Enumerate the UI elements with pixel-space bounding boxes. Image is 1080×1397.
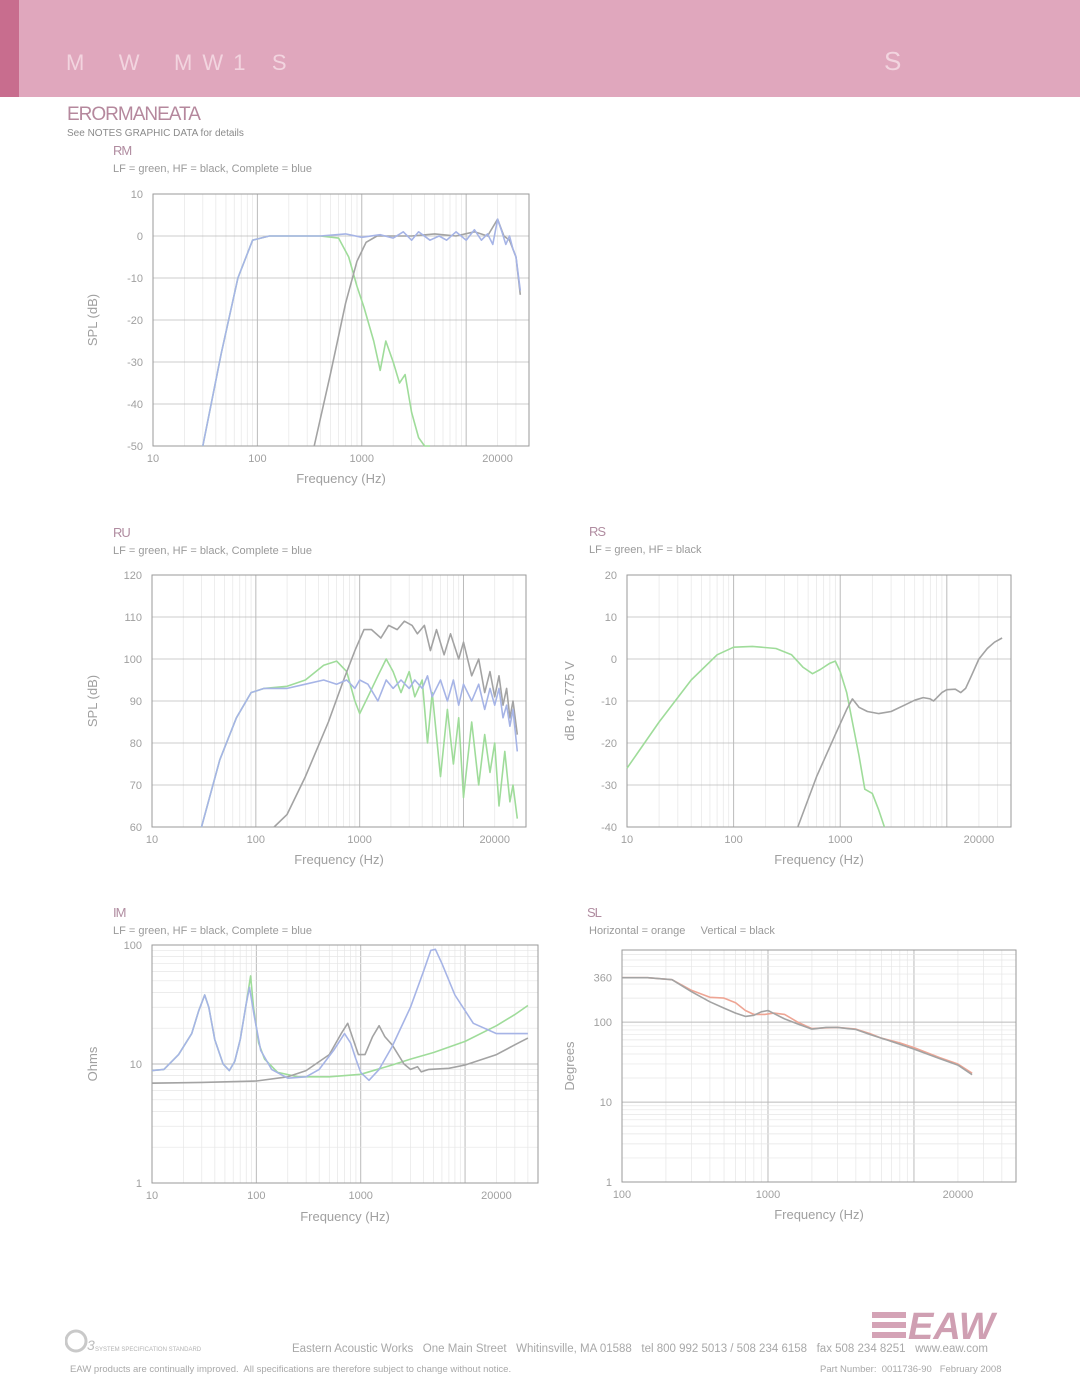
footer-part-number: Part Number: 0011736-90 February 2008 (820, 1364, 1002, 1375)
chart-3-y-tick-label: 10 (604, 612, 617, 624)
chart-4-y-tick-label: 10 (129, 1059, 142, 1071)
chart-1-y-tick-label: -10 (127, 273, 143, 285)
chart-1-x-tick-label: 20000 (482, 453, 513, 465)
s3-logo-text: SYSTEM SPECIFICATION STANDARD (95, 1347, 202, 1353)
s3-logo (65, 1328, 215, 1358)
chart-3-y-tick-label: -40 (601, 822, 617, 834)
chart-1-label: RM (113, 143, 132, 158)
chart-4-x-axis-title: Frequency (Hz) (300, 1209, 390, 1224)
chart-1-y-tick-label: 0 (136, 231, 143, 243)
chart-1-series-black (314, 219, 520, 446)
eaw-logo (870, 1306, 1024, 1344)
chart-4-legend: LF = green, HF = black, Complete = blue (113, 925, 313, 937)
chart-1-y-tick-label: -20 (127, 315, 143, 327)
chart-5-x-tick-label: 20000 (942, 1189, 974, 1201)
chart-1-y-axis-title: SPL (dB) (85, 293, 100, 347)
chart-4-x-tick-label: 1000 (348, 1190, 373, 1202)
chart-3-x-axis-title: Frequency (Hz) (774, 852, 864, 867)
chart-2-x-axis-title: Frequency (Hz) (294, 852, 384, 867)
chart-5-y-tick-label: 360 (593, 972, 612, 985)
chart-4-y-tick-label: 100 (123, 940, 142, 952)
chart-2-label: RU (113, 525, 130, 540)
chart-3-series-black (798, 638, 1002, 827)
chart-2-x-tick-label: 20000 (479, 834, 511, 846)
svg-text:3: 3 (87, 1337, 95, 1353)
chart-2-y-tick-label: 120 (123, 570, 142, 582)
chart-2-legend: LF = green, HF = black, Complete = blue (113, 545, 313, 557)
chart-3-y-axis-title: dB re 0.775 V (562, 661, 577, 741)
chart-5-x-axis-title: Frequency (Hz) (774, 1207, 864, 1222)
chart-4-y-axis-title: Ohms (85, 1046, 100, 1082)
chart-1-y-tick-label: -50 (127, 441, 143, 453)
chart-4-y-tick-label: 1 (135, 1178, 142, 1190)
chart-5-label: SL (587, 905, 601, 920)
chart-5-y-tick-label: 100 (593, 1017, 612, 1030)
chart-5-legend: Horizontal = orange Vertical = black (589, 925, 775, 937)
chart-5-y-tick-label: 10 (599, 1097, 612, 1110)
header-title: M W M W 1 S (66, 50, 289, 75)
chart-1-series-green (203, 236, 430, 446)
chart-4-series-green (152, 976, 528, 1077)
chart-5-x-tick-label: 1000 (755, 1189, 781, 1201)
chart-3-y-tick-label: 0 (610, 654, 617, 666)
chart-2-y-tick-label: 100 (123, 654, 142, 666)
chart-1-legend: LF = green, HF = black, Complete = blue (113, 163, 313, 175)
chart-3-y-tick-label: -20 (601, 738, 617, 750)
footer-disclaimer: EAW products are continually improved. All specifications are therefore subject to change without notice. (70, 1364, 512, 1375)
header-right-text: S (884, 46, 902, 76)
chart-1-y-tick-label: -40 (127, 399, 143, 411)
section-title: ERORMANEATA (67, 104, 200, 125)
chart-1-x-axis-title: Frequency (Hz) (296, 471, 386, 486)
chart-2-y-tick-label: 90 (129, 696, 142, 708)
chart-4-series-blue (152, 949, 528, 1080)
chart-3-series-green (627, 646, 884, 827)
chart-3-x-tick-label: 1000 (827, 834, 853, 846)
eaw-logo-text: EAW (908, 1306, 995, 1344)
chart-2-y-tick-label: 60 (129, 822, 142, 834)
chart-5-series-black (622, 978, 972, 1075)
chart-3-x-tick-label: 20000 (963, 834, 995, 846)
chart-1-y-tick-label: -30 (127, 357, 143, 369)
chart-3-y-tick-label: -30 (601, 780, 617, 792)
chart-5-y-axis-title: Degrees (562, 1041, 577, 1091)
chart-2-series-black (274, 621, 517, 827)
chart-3-x-tick-label: 10 (620, 834, 634, 846)
chart-4-series-black (152, 1023, 528, 1083)
chart-1-x-tick-label: 10 (146, 453, 160, 465)
chart-4-x-tick-label: 10 (145, 1190, 159, 1202)
chart-3-label: RS (589, 524, 606, 539)
chart-1-y-tick-label: 10 (130, 189, 143, 201)
chart-3-y-tick-label: -10 (601, 696, 617, 708)
chart-3-x-tick-label: 100 (724, 834, 743, 846)
chart-2-y-tick-label: 80 (129, 738, 142, 750)
footer-address: Eastern Acoustic Works One Main Street Whitinsville, MA 01588 tel 800 992 5013 / 508 234 6158 fax 508 234 8251 www.eaw.com (292, 1343, 988, 1355)
chart-4-x-tick-label: 20000 (481, 1190, 512, 1202)
chart-4-label: IM (113, 905, 126, 920)
chart-2-y-tick-label: 70 (129, 780, 142, 792)
chart-5-y-tick-label: 1 (605, 1177, 612, 1189)
chart-2-x-tick-label: 10 (145, 834, 159, 846)
chart-2-x-tick-label: 1000 (347, 834, 372, 846)
chart-5-series-orange (622, 978, 972, 1073)
chart-1-x-tick-label: 1000 (349, 453, 375, 465)
chart-5-x-tick-label: 100 (612, 1189, 632, 1201)
chart-3-legend: LF = green, HF = black (589, 544, 702, 556)
chart-4-x-tick-label: 100 (247, 1190, 266, 1202)
chart-1-x-tick-label: 100 (248, 453, 267, 465)
chart-2-y-tick-label: 110 (124, 612, 142, 624)
chart-2-y-axis-title: SPL (dB) (85, 674, 100, 728)
chart-2-x-tick-label: 100 (246, 834, 266, 846)
section-note: See NOTES GRAPHIC DATA for details (67, 128, 244, 139)
chart-3-y-tick-label: 20 (604, 570, 617, 582)
